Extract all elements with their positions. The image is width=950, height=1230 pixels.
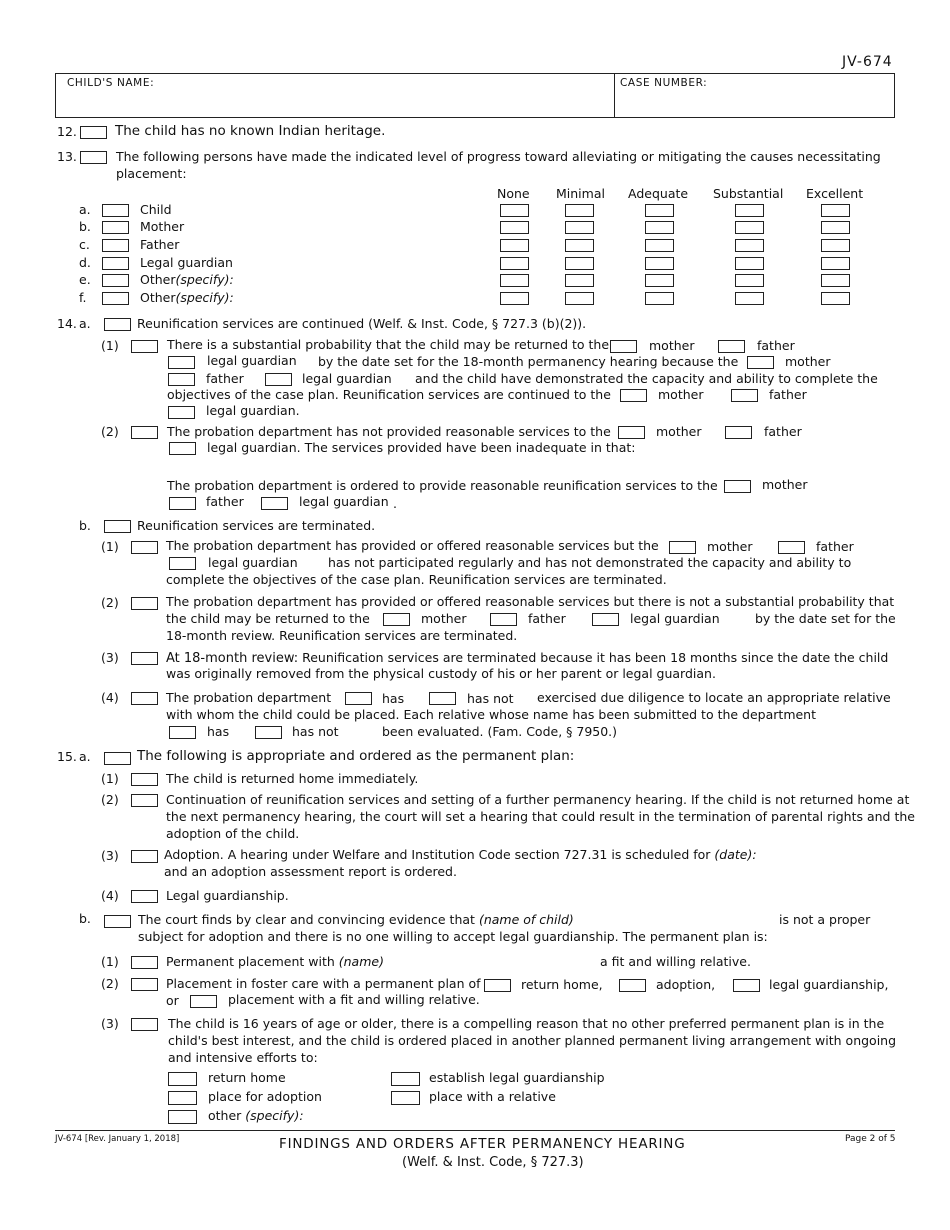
a2-guardian-checkbox[interactable] (169, 442, 196, 455)
a2-ordered-mother-checkbox[interactable] (724, 480, 751, 493)
b3-planned-line1: The child is 16 years of age or older, there is a compelling reason that no other preferred permanent plan is in the (168, 1016, 885, 1031)
item-number: 15. (57, 749, 77, 764)
b4-has-checkbox[interactable] (345, 692, 372, 705)
page-number: Page 2 of 5 (845, 1134, 896, 1144)
b-line2: subject for adoption and there is no one willing to accept legal guardianship. The permanent plan is: (138, 929, 768, 944)
name-of-child-label: (name of child) (478, 912, 574, 927)
b2-guardian-checkbox[interactable] (592, 613, 619, 626)
no-indian-heritage-checkbox[interactable] (80, 126, 107, 139)
period: . (393, 496, 397, 511)
returned-home-checkbox[interactable] (131, 773, 158, 786)
mother-label: mother (707, 539, 753, 554)
case-number-label: CASE NUMBER: (620, 77, 708, 89)
a2-ordered-father-checkbox[interactable] (169, 497, 196, 510)
has-label: has (382, 691, 405, 706)
grid-other-e-substantial[interactable] (735, 274, 764, 287)
b2-checkbox[interactable] (131, 597, 158, 610)
legal-guardianship-label: legal guardianship, (769, 977, 889, 992)
b1-line2: has not participated regularly and has not demonstrated the capacity and ability to (328, 555, 852, 570)
b1-placement-text (166, 954, 384, 969)
b2-mother-checkbox[interactable] (383, 613, 410, 626)
grid-child-minimal[interactable] (565, 204, 594, 217)
item14a-text: Reunification services are continued (Welf. & Inst. Code, § 727.3 (b)(2)). (137, 316, 587, 331)
grid-father-substantial[interactable] (735, 239, 764, 252)
row-letter: c. (79, 237, 90, 252)
row-legal-guardian-checkbox[interactable] (102, 257, 129, 270)
sub-number: (3) (101, 1016, 119, 1031)
legal-guardian-label: legal guardian (207, 353, 297, 368)
mother-label: mother (656, 424, 702, 439)
mother-label: mother (762, 477, 808, 492)
column-header-adequate: Adequate (628, 186, 689, 201)
a2-continuation-line1: Continuation of reunification services and setting of a further permanency hearing. If the child is not returned home at (166, 792, 910, 807)
grid-father-minimal[interactable] (565, 239, 594, 252)
legal-guardian-label: legal guardian (299, 494, 389, 509)
a1-demonstrated-guardian-checkbox[interactable] (265, 373, 292, 386)
grid-mother-adequate[interactable] (645, 221, 674, 234)
return-home-label: return home, (521, 977, 603, 992)
effort-place-adoption-checkbox[interactable] (168, 1091, 197, 1105)
a1-return-father-checkbox[interactable] (718, 340, 745, 353)
b1-guardian-checkbox[interactable] (169, 557, 196, 570)
form-title: FINDINGS AND ORDERS AFTER PERMANENCY HEARING (279, 1136, 686, 1152)
foster-return-home-checkbox[interactable] (484, 979, 511, 992)
sub-number: (1) (101, 771, 119, 786)
b3-planned-line3: and intensive efforts to: (168, 1050, 318, 1065)
date-label: (date): (714, 847, 757, 862)
footer-rule (55, 1130, 895, 1131)
b2-line1: The probation department has provided or offered reasonable services but there is not a substantial probability that (166, 594, 895, 609)
effort-other-label (208, 1108, 304, 1123)
b3-line1 (166, 650, 888, 666)
has-label: has (207, 724, 230, 739)
sub-letter: a. (79, 316, 91, 331)
reunification-continued-checkbox[interactable] (104, 318, 131, 331)
grid-other-e-adequate[interactable] (645, 274, 674, 287)
b4-line1: The probation department (166, 690, 332, 705)
b3-line2: was originally removed from the physical custody of his or her parent or legal guardian. (166, 666, 716, 681)
a1-returned-home-text: The child is returned home immediately. (166, 771, 419, 786)
column-header-minimal: Minimal (556, 186, 605, 201)
father-label: father (757, 338, 795, 353)
item13-text-line2: placement: (116, 166, 187, 181)
b1-father-checkbox[interactable] (778, 541, 805, 554)
sub-letter: b. (79, 911, 91, 926)
grid-other-e-none[interactable] (500, 274, 529, 287)
effort-establish-guardianship-checkbox[interactable] (391, 1072, 420, 1086)
item14b-text: Reunification services are terminated. (137, 518, 376, 533)
progress-checkbox[interactable] (80, 151, 107, 164)
row-label-other (140, 272, 234, 287)
planned-living-checkbox[interactable] (131, 1018, 158, 1031)
b4-evaluated-has-checkbox[interactable] (169, 726, 196, 739)
grid-other-f-minimal[interactable] (565, 292, 594, 305)
row-label-child: Child (140, 202, 172, 217)
sub-number: (2) (101, 976, 119, 991)
b2-line3: 18-month review. Reunification services are terminated. (166, 628, 518, 643)
form-number: JV-674 (842, 54, 893, 70)
effort-return-home-checkbox[interactable] (168, 1072, 197, 1086)
grid-child-excellent[interactable] (821, 204, 850, 217)
column-header-excellent: Excellent (806, 186, 864, 201)
specify-label: (specify): (175, 290, 234, 305)
b1-checkbox[interactable] (131, 541, 158, 554)
grid-other-e-excellent[interactable] (821, 274, 850, 287)
grid-mother-none[interactable] (500, 221, 529, 234)
father-label: father (206, 371, 244, 386)
form-subtitle: (Welf. & Inst. Code, § 727.3) (402, 1155, 584, 1170)
a2-father-checkbox[interactable] (725, 426, 752, 439)
a2-line2-text: . The services provided have been inadequate in that: (296, 440, 636, 455)
b3-planned-line2: child's best interest, and the child is ordered placed in another planned permanent living arrangement with ongoing (168, 1033, 897, 1048)
grid-mother-substantial[interactable] (735, 221, 764, 234)
a2-ordered-guardian-checkbox[interactable] (261, 497, 288, 510)
row-mother-checkbox[interactable] (102, 221, 129, 234)
row-label-legal-guardian: Legal guardian (140, 255, 233, 270)
a2-line1: The probation department has not provided reasonable services to the (167, 424, 611, 439)
b3-line1-text: Reunification services are terminated because it has been 18 months since the date the child (302, 650, 889, 665)
grid-guardian-minimal[interactable] (565, 257, 594, 270)
a1-line4: objectives of the case plan. Reunification services are continued to the (167, 387, 611, 402)
specify-label: (specify): (175, 272, 234, 287)
legal-guardian-label (206, 403, 300, 418)
row-label-other-text: Other (140, 272, 176, 287)
foster-care-checkbox[interactable] (131, 978, 158, 991)
a2-line3: The probation department is ordered to provide reasonable reunification services to the (167, 478, 718, 493)
a2-continuation-line3: adoption of the child. (166, 826, 300, 841)
item12-text: The child has no known Indian heritage. (115, 123, 386, 139)
sub-number: (2) (101, 424, 119, 439)
sub-number: (2) (101, 595, 119, 610)
row-label-father: Father (140, 237, 180, 252)
grid-child-substantial[interactable] (735, 204, 764, 217)
sub-number: (1) (101, 539, 119, 554)
legal-guardian-text: legal guardian (207, 440, 297, 455)
effort-establish-label: establish legal guardianship (429, 1070, 605, 1085)
column-header-none: None (497, 186, 530, 201)
b3-checkbox[interactable] (131, 652, 158, 665)
grid-other-f-none[interactable] (500, 292, 529, 305)
sub-number: (4) (101, 690, 119, 705)
grid-other-f-substantial[interactable] (735, 292, 764, 305)
sub-letter: a. (79, 749, 91, 764)
grid-other-e-minimal[interactable] (565, 274, 594, 287)
effort-other-checkbox[interactable] (168, 1110, 197, 1124)
permanent-placement-checkbox[interactable] (131, 956, 158, 969)
not-proper-subject-checkbox[interactable] (104, 915, 131, 928)
grid-guardian-adequate[interactable] (645, 257, 674, 270)
a3-line1-text: Adoption. A hearing under Welfare and Institution Code section 727.31 is scheduled for (164, 847, 711, 862)
b4-line2: with whom the child could be placed. Each relative whose name has been submitted to the department (166, 707, 817, 722)
has-not-label: has not (292, 724, 339, 739)
legal-guardian-label: legal guardian (630, 611, 720, 626)
legal-guardianship-checkbox[interactable] (131, 890, 158, 903)
grid-child-none[interactable] (500, 204, 529, 217)
item-number: 13. (57, 149, 77, 164)
b-line1 (138, 912, 574, 927)
a3-adoption-line2: and an adoption assessment report is ordered. (164, 864, 457, 879)
row-letter: d. (79, 255, 91, 270)
grid-other-f-adequate[interactable] (645, 292, 674, 305)
b2-foster-line1: Placement in foster care with a permanent plan of (166, 976, 481, 991)
a2-mother-checkbox[interactable] (618, 426, 645, 439)
b2-line2-tail: by the date set for the (755, 611, 896, 626)
father-label: father (528, 611, 566, 626)
b-line1-text: The court finds by clear and convincing evidence that (138, 912, 475, 927)
father-label: father (206, 494, 244, 509)
foster-adoption-checkbox[interactable] (619, 979, 646, 992)
a1-demonstrated-mother-checkbox[interactable] (747, 356, 774, 369)
a1-demonstrated-father-checkbox[interactable] (168, 373, 195, 386)
b4-evaluated-has-not-checkbox[interactable] (255, 726, 282, 739)
specify-label: (specify): (245, 1108, 304, 1123)
grid-child-adequate[interactable] (645, 204, 674, 217)
or-label: or (166, 993, 179, 1008)
effort-adoption-label: place for adoption (208, 1089, 322, 1104)
header-box (55, 73, 895, 118)
row-father-checkbox[interactable] (102, 239, 129, 252)
has-not-label: has not (467, 691, 514, 706)
not-reasonable-services-checkbox[interactable] (131, 426, 158, 439)
a1-return-mother-checkbox[interactable] (610, 340, 637, 353)
substantial-probability-checkbox[interactable] (131, 340, 158, 353)
period: . (295, 403, 300, 418)
b2-line2: the child may be returned to the (166, 611, 370, 626)
a1-return-guardian-checkbox[interactable] (168, 356, 195, 369)
item-number: 14. (57, 316, 77, 331)
reunification-terminated-checkbox[interactable] (104, 520, 131, 533)
name-label: (name) (338, 954, 384, 969)
column-header-substantial: Substantial (713, 186, 784, 201)
father-label: father (764, 424, 802, 439)
grid-father-excellent[interactable] (821, 239, 850, 252)
item13-text-line1: The following persons have made the indicated level of progress toward alleviating or mitigating the causes necessitating (116, 149, 881, 164)
sub-number: (3) (101, 848, 119, 863)
father-label: father (816, 539, 854, 554)
revision-date: JV-674 [Rev. January 1, 2018] (55, 1134, 180, 1144)
b4-line1-tail: exercised due diligence to locate an appropriate relative (537, 690, 891, 705)
effort-relative-label: place with a relative (429, 1089, 556, 1104)
header-divider (614, 73, 615, 118)
sub-number: (2) (101, 792, 119, 807)
b1-line1: The probation department has provided or offered reasonable services but the (166, 538, 659, 553)
placement-relative-label: placement with a fit and willing relative. (228, 992, 480, 1007)
b4-checkbox[interactable] (131, 692, 158, 705)
a2-continuation-line2: the next permanency hearing, the court will set a hearing that could result in the termination of parental rights and the (166, 809, 915, 824)
effort-return-home-label: return home (208, 1070, 286, 1085)
grid-guardian-none[interactable] (500, 257, 529, 270)
permanent-plan-checkbox[interactable] (104, 752, 131, 765)
mother-label: mother (785, 354, 831, 369)
row-letter: f. (79, 290, 87, 305)
row-label-mother: Mother (140, 219, 185, 234)
a1-continued-mother-checkbox[interactable] (620, 389, 647, 402)
grid-guardian-excellent[interactable] (821, 257, 850, 270)
a2-line2 (207, 440, 636, 455)
item-number: 12. (57, 124, 77, 139)
item15a-text: The following is appropriate and ordered as the permanent plan: (137, 748, 575, 764)
row-letter: a. (79, 202, 91, 217)
mother-label: mother (421, 611, 467, 626)
sub-letter: b. (79, 518, 91, 533)
a1-continued-father-checkbox[interactable] (731, 389, 758, 402)
row-label-other (140, 290, 234, 305)
a1-line2: by the date set for the 18-month permanency hearing because the (318, 354, 739, 369)
legal-guardian-label: legal guardian (302, 371, 392, 386)
b1-line3: complete the objectives of the case plan. Reunification services are terminated. (166, 572, 667, 587)
effort-place-relative-checkbox[interactable] (391, 1091, 420, 1105)
grid-father-adequate[interactable] (645, 239, 674, 252)
sub-number: (4) (101, 888, 119, 903)
adoption-label: adoption, (656, 977, 716, 992)
continuation-checkbox[interactable] (131, 794, 158, 807)
a4-guardianship-text: Legal guardianship. (166, 888, 289, 903)
foster-legal-guardianship-checkbox[interactable] (733, 979, 760, 992)
childs-name-label: CHILD'S NAME: (67, 77, 155, 89)
b-line1-tail: is not a proper (779, 912, 871, 927)
row-other-e-checkbox[interactable] (102, 274, 129, 287)
row-other-f-checkbox[interactable] (102, 292, 129, 305)
adoption-checkbox[interactable] (131, 850, 158, 863)
b4-has-not-checkbox[interactable] (429, 692, 456, 705)
row-child-checkbox[interactable] (102, 204, 129, 217)
a1-line3: and the child have demonstrated the capacity and ability to complete the (415, 371, 878, 386)
row-letter: b. (79, 219, 91, 234)
mother-label: mother (658, 387, 704, 402)
effort-other-text: other (208, 1108, 242, 1123)
a1-line1: There is a substantial probability that the child may be returned to the (167, 337, 610, 352)
sub-number: (1) (101, 338, 119, 353)
b1-placement-tail: a fit and willing relative. (600, 954, 751, 969)
grid-mother-minimal[interactable] (565, 221, 594, 234)
row-label-other-text: Other (140, 290, 176, 305)
a1-continued-guardian-checkbox[interactable] (168, 406, 195, 419)
legal-guardian-text: legal guardian (206, 403, 296, 418)
grid-guardian-substantial[interactable] (735, 257, 764, 270)
b1-placement-lead: Permanent placement with (166, 954, 335, 969)
sub-number: (3) (101, 650, 119, 665)
a3-adoption-line1 (164, 847, 757, 862)
legal-guardian-label: legal guardian (208, 555, 298, 570)
grid-mother-excellent[interactable] (821, 221, 850, 234)
b2-father-checkbox[interactable] (490, 613, 517, 626)
b4-line3: been evaluated. (Fam. Code, § 7950.) (382, 724, 618, 739)
sub-number: (1) (101, 954, 119, 969)
father-label: father (769, 387, 807, 402)
b3-lead: At 18-month review: (166, 651, 299, 666)
grid-father-none[interactable] (500, 239, 529, 252)
grid-other-f-excellent[interactable] (821, 292, 850, 305)
row-letter: e. (79, 272, 91, 287)
foster-relative-checkbox[interactable] (190, 995, 217, 1008)
mother-label: mother (649, 338, 695, 353)
b1-mother-checkbox[interactable] (669, 541, 696, 554)
